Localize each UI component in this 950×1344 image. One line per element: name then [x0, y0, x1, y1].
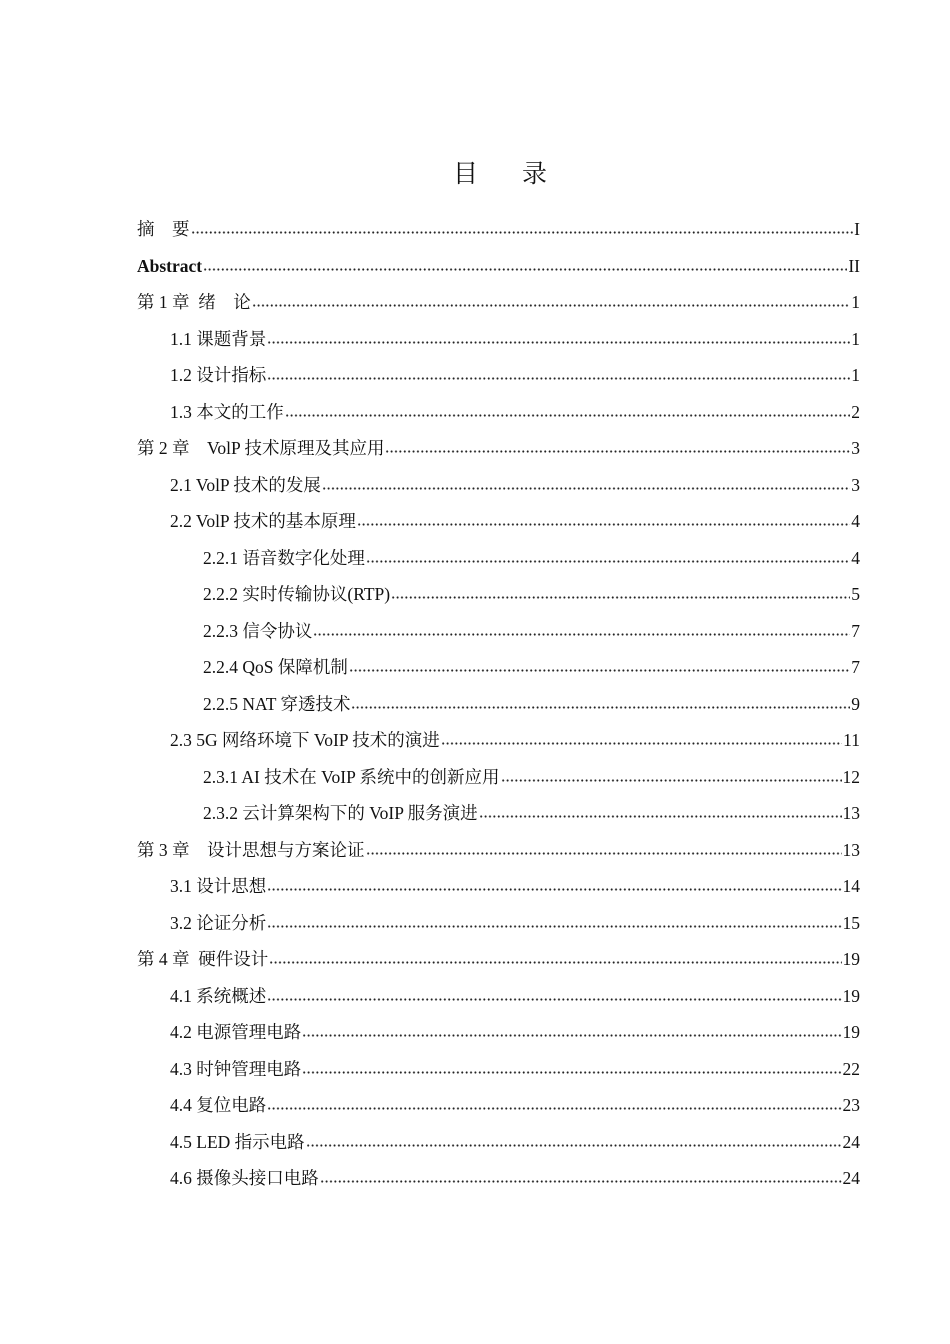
toc-entry-label: 摘 要: [137, 219, 190, 239]
toc-entry[interactable]: [137, 946, 860, 983]
toc-entry-page: 13: [842, 839, 860, 860]
toc-entry[interactable]: [137, 983, 860, 1020]
toc-entry[interactable]: [137, 1019, 860, 1056]
toc-entry[interactable]: [137, 1165, 860, 1202]
dot-leader: [267, 925, 841, 928]
toc-entry-page: 19: [842, 949, 860, 969]
toc-entry-label: 2.3 5G 网络环境下 VoIP 技术的演进: [170, 730, 440, 750]
toc-entry-page: 24: [842, 1168, 860, 1188]
toc-entry-label: 2.2.2 实时传输协议(RTP): [203, 584, 391, 604]
dot-leader: [191, 231, 854, 234]
dot-leader: [385, 450, 850, 453]
toc-entry-label: Abstract: [137, 255, 203, 276]
toc-title-char: 录: [522, 159, 548, 188]
toc-entry[interactable]: [137, 545, 860, 582]
toc-entry-label: 1.2 设计指标: [170, 365, 267, 385]
dot-leader: [267, 377, 850, 380]
toc-entry[interactable]: [137, 873, 860, 910]
table-of-contents: [137, 216, 860, 1202]
toc-entry-page: 15: [842, 912, 860, 933]
toc-entry[interactable]: [137, 435, 860, 472]
toc-entry-page: 4: [851, 547, 860, 568]
toc-entry[interactable]: [137, 691, 860, 728]
toc-entry-page: I: [854, 219, 860, 239]
dot-leader: [306, 1144, 842, 1147]
toc-title: [0, 154, 950, 190]
toc-entry-label: 3.1 设计思想: [170, 876, 267, 896]
toc-entry[interactable]: [137, 253, 860, 290]
toc-entry-label: 4.3 时钟管理电路: [170, 1058, 302, 1079]
toc-entry[interactable]: [137, 837, 860, 874]
toc-entry[interactable]: [137, 764, 860, 801]
toc-entry-page: 1: [851, 292, 860, 312]
toc-entry-page: 9: [851, 693, 860, 714]
toc-entry-page: 12: [842, 766, 860, 787]
toc-entry[interactable]: [137, 727, 860, 764]
toc-entry-page: 1: [851, 365, 860, 385]
dot-leader: [351, 706, 850, 709]
toc-entry[interactable]: [137, 1092, 860, 1129]
dot-leader: [203, 268, 847, 271]
dot-leader: [391, 596, 850, 599]
toc-entry[interactable]: [137, 289, 860, 326]
dot-leader: [269, 961, 841, 964]
dot-leader: [479, 815, 842, 818]
toc-entry-page: 1: [851, 328, 860, 349]
toc-entry-page: 24: [842, 1131, 860, 1152]
toc-entry-page: 19: [842, 1022, 860, 1042]
toc-entry-page: 3: [851, 474, 860, 495]
toc-entry-page: 14: [842, 876, 860, 896]
toc-entry[interactable]: [137, 472, 860, 509]
toc-entry-label: 2.2.4 QoS 保障机制: [203, 657, 348, 677]
dot-leader: [349, 669, 850, 672]
toc-entry-label: 2.3.1 AI 技术在 VoIP 系统中的创新应用: [203, 766, 500, 787]
dot-leader: [285, 414, 851, 417]
toc-entry-label: 4.1 系统概述: [170, 985, 267, 1006]
dot-leader: [322, 487, 850, 490]
dot-leader: [366, 560, 850, 563]
toc-entry-label: 2.2.1 语音数字化处理: [203, 547, 365, 568]
toc-entry-page: 2: [851, 401, 860, 422]
dot-leader: [441, 742, 842, 745]
dot-leader: [501, 779, 842, 782]
toc-entry-page: 7: [851, 657, 860, 677]
dot-leader: [252, 304, 851, 307]
toc-entry-page: 19: [842, 985, 860, 1006]
toc-entry-page: 7: [851, 620, 860, 641]
toc-entry-page: 23: [842, 1095, 860, 1115]
dot-leader: [267, 888, 841, 891]
toc-entry[interactable]: [137, 399, 860, 436]
toc-entry-label: 1.1 课题背景: [170, 328, 267, 349]
dot-leader: [302, 1034, 841, 1037]
dot-leader: [267, 1107, 841, 1110]
toc-entry[interactable]: [137, 910, 860, 947]
toc-entry-page: 4: [851, 511, 860, 531]
toc-entry[interactable]: [137, 326, 860, 363]
toc-entry[interactable]: [137, 654, 860, 691]
toc-entry[interactable]: [137, 800, 860, 837]
dot-leader: [267, 341, 850, 344]
dot-leader: [302, 1071, 841, 1074]
toc-entry-label: 1.3 本文的工作: [170, 401, 284, 422]
toc-entry-page: II: [848, 255, 860, 276]
toc-entry[interactable]: [137, 216, 860, 253]
toc-entry-page: 11: [843, 730, 860, 750]
dot-leader: [320, 1180, 842, 1183]
toc-entry-label: 第 2 章 VolP 技术原理及其应用: [137, 438, 385, 458]
toc-entry-label: 第 3 章 设计思想与方案论证: [137, 839, 365, 860]
toc-entry[interactable]: [137, 581, 860, 618]
toc-entry-page: 22: [842, 1058, 860, 1079]
dot-leader: [366, 852, 842, 855]
toc-entry[interactable]: [137, 1056, 860, 1093]
toc-entry-label: 第 1 章 绪 论: [137, 292, 251, 312]
toc-entry-label: 2.2 VolP 技术的基本原理: [170, 511, 356, 531]
toc-entry-label: 第 4 章 硬件设计: [137, 949, 269, 969]
toc-entry-label: 2.3.2 云计算架构下的 VoIP 服务演进: [203, 803, 478, 823]
toc-entry[interactable]: [137, 1129, 860, 1166]
toc-entry-label: 4.6 摄像头接口电路: [170, 1168, 319, 1188]
toc-entry[interactable]: [137, 508, 860, 545]
toc-entry-label: 2.2.5 NAT 穿透技术: [203, 693, 351, 714]
toc-entry-page: 5: [851, 584, 860, 604]
toc-entry-page: 3: [851, 438, 860, 458]
toc-entry-label: 4.5 LED 指示电路: [170, 1131, 305, 1152]
dot-leader: [313, 633, 850, 636]
toc-entry[interactable]: [137, 618, 860, 655]
dot-leader: [267, 998, 841, 1001]
toc-entry-label: 3.2 论证分析: [170, 912, 267, 933]
toc-entry[interactable]: [137, 362, 860, 399]
toc-entry-page: 13: [842, 803, 860, 823]
dot-leader: [357, 523, 850, 526]
toc-entry-label: 4.4 复位电路: [170, 1095, 267, 1115]
toc-title-char: 目: [452, 159, 478, 188]
toc-entry-label: 2.2.3 信令协议: [203, 620, 313, 641]
toc-entry-label: 2.1 VolP 技术的发展: [170, 474, 321, 495]
toc-entry-label: 4.2 电源管理电路: [170, 1022, 302, 1042]
